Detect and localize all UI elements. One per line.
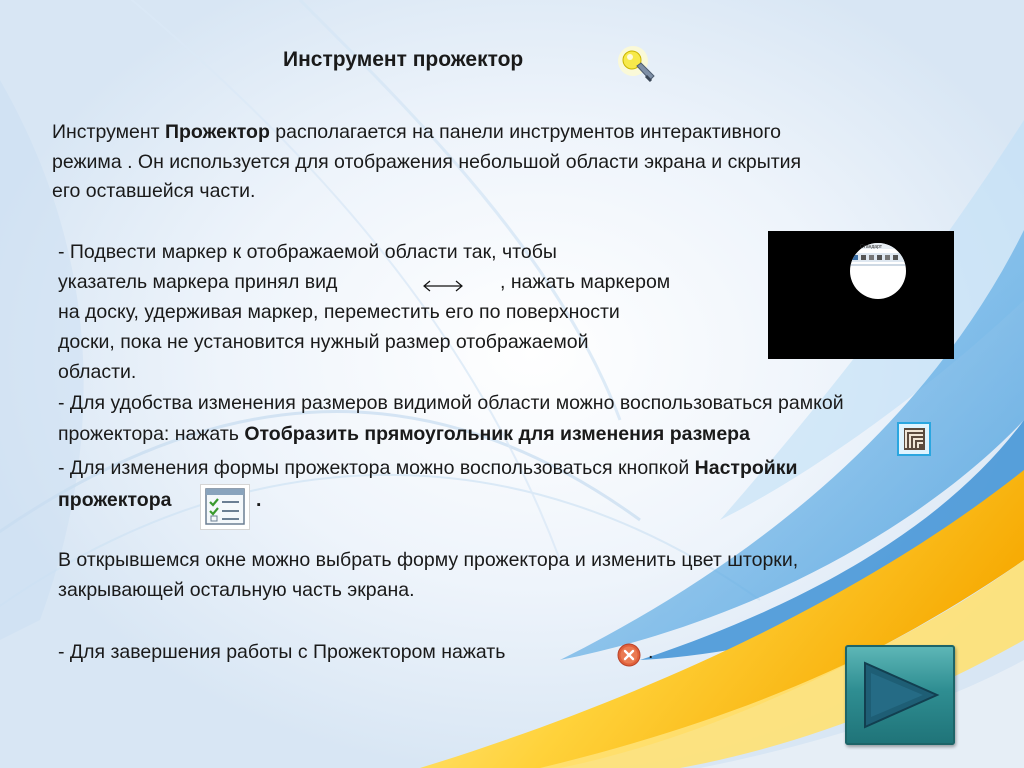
settings-checklist-icon[interactable] xyxy=(200,484,250,530)
settings-note-line-1: В открывшемся окне можно выбрать форму прожектора и изменить цвет шторки, xyxy=(58,549,799,571)
next-slide-button[interactable] xyxy=(845,645,955,745)
step-line-7 xyxy=(58,420,750,450)
resize-frame-label: Отобразить прямоугольник для изменения размера xyxy=(244,423,750,445)
settings-note-line-2: закрывающей остальную часть экрана. xyxy=(58,579,415,601)
step-line-2a: указатель маркера принял вид xyxy=(58,271,338,293)
spotlight-example-screenshot xyxy=(768,231,954,359)
settings-label: Настройки xyxy=(694,457,798,479)
step-text: - Для изменения формы прожектора можно воспользоваться кнопкой xyxy=(58,457,695,479)
intro-bold-term: Прожектор xyxy=(165,121,270,143)
spotlight-example-image xyxy=(768,231,954,359)
finish-line: - Для завершения работы с Прожектором нажать xyxy=(58,641,506,663)
step-line-3: на доску, удерживая маркер, переместить его по поверхности xyxy=(58,301,620,323)
step-line-1: - Подвести маркер к отображаемой области так, чтобы xyxy=(58,241,557,263)
page-title: Инструмент прожектор xyxy=(283,48,524,71)
intro-line-2: режима . Он используется для отображения небольшой области экрана и скрытия xyxy=(52,151,802,173)
step-line-2b: , нажать маркером xyxy=(500,271,671,293)
step-line-9b: . xyxy=(256,489,262,511)
spotlight-icon xyxy=(616,44,658,88)
step-line-9a: прожектора xyxy=(58,489,172,511)
finish-period: . xyxy=(648,641,654,663)
intro-text: располагается на панели инструментов интерактивного xyxy=(269,121,782,143)
intro-text: Инструмент xyxy=(52,121,165,143)
intro-line-1 xyxy=(52,118,781,148)
resize-rectangle-icon[interactable] xyxy=(897,422,931,456)
intro-line-3: его оставшейся части. xyxy=(52,180,256,202)
screenshot-toolbar-label: Стандарт xyxy=(860,244,883,250)
step-line-8 xyxy=(58,454,798,484)
step-line-4: доски, пока не установится нужный размер отображаемой xyxy=(58,331,589,353)
double-arrow-icon xyxy=(422,279,464,293)
step-text: прожектора: нажать xyxy=(58,423,245,445)
step-line-5: области. xyxy=(58,361,137,383)
step-line-6: - Для удобства изменения размеров видимой области можно воспользоваться рамкой xyxy=(58,392,844,414)
close-circle-icon[interactable] xyxy=(617,643,641,667)
play-next-icon xyxy=(845,645,955,745)
